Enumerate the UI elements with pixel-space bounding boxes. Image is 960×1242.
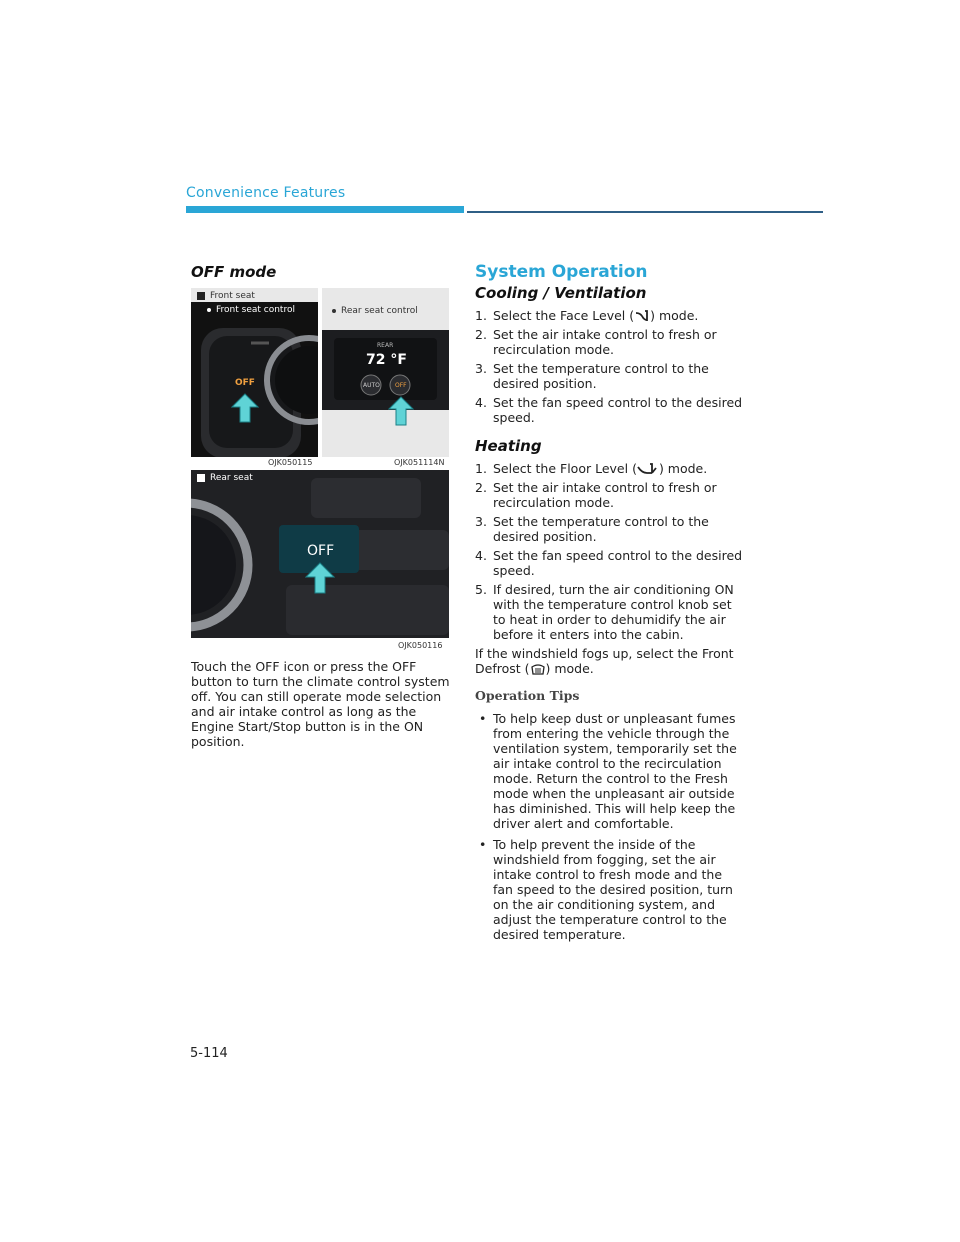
heating-steps <box>475 461 743 642</box>
figure-code-rear-control: OJK051114N <box>394 458 445 467</box>
list-item: 4. Set the fan speed control to the desired speed. <box>475 548 743 578</box>
cooling-steps <box>475 308 743 425</box>
heating-heading: Heating <box>475 437 542 455</box>
list-item: 1. Select the Floor Level ( ) mode. <box>475 461 708 476</box>
figure-code-front: OJK050115 <box>268 458 313 467</box>
system-operation-title: System Operation <box>475 262 648 282</box>
floor-level-icon <box>637 462 659 476</box>
front-seat-control-pill: Front seat control <box>216 305 295 315</box>
rear-auto-label: AUTO <box>363 382 380 389</box>
front-panel-illustration <box>191 288 318 457</box>
figure-code-rear: OJK050116 <box>398 641 443 650</box>
rear-seat-control-label: Rear seat control <box>341 306 418 316</box>
list-item: 2. Set the air intake control to fresh or recirculation mode. <box>475 327 717 357</box>
rear-display-label: REAR <box>377 342 394 349</box>
rear-off-button-label: OFF <box>307 543 335 559</box>
list-item: 1. Select the Face Level ( ) mode. <box>475 308 699 323</box>
list-item: • To help prevent the inside of the windshield from fogging, set the air intake control to fresh mode and the fan speed to the desired position, turn on the air conditioning system, and adjust the temperature control to the desired temperature. <box>479 837 733 942</box>
list-item: 3. Set the temperature control to the desired position. <box>475 361 709 391</box>
rear-off-label: OFF <box>395 382 407 389</box>
right-column <box>475 262 743 948</box>
figure-rear-seat-control <box>322 288 449 457</box>
arrow-up-icon <box>388 396 414 426</box>
list-item: 5. If desired, turn the air conditioning ON with the temperature control knob set to heat in order to dehumidify the air before it enters into the cabin. <box>475 582 734 642</box>
face-level-icon <box>634 309 650 323</box>
front-defrost-icon <box>530 662 546 676</box>
header-title: Convenience Features <box>186 185 346 201</box>
off-mode-heading: OFF mode <box>191 263 277 281</box>
defrost-note: If the windshield fogs up, select the Front Defrost ( ) mode. <box>475 646 734 676</box>
header-accent-bar <box>186 206 464 213</box>
list-item: 4. Set the fan speed control to the desired speed. <box>475 395 743 425</box>
off-mode-description: Touch the OFF icon or press the OFF button to turn the climate control system off. You can still operate mode selection and air intake control as long as the Engine Start/Stop button is in the ON position. <box>191 659 450 749</box>
operation-tips-list <box>475 711 743 942</box>
cooling-heading: Cooling / Ventilation <box>475 284 647 302</box>
list-item: • To help keep dust or unpleasant fumes from entering the vehicle through the ventilation system, temporarily set the air intake control to the recirculation mode. Return the control to the Fresh mode when the unpleasant air outside has diminished. This will help keep the driver alert and comfortable. <box>479 711 737 831</box>
figure-row-top <box>191 288 449 457</box>
rear-seat-label: Rear seat <box>210 473 253 483</box>
list-item: 2. Set the air intake control to fresh or recirculation mode. <box>475 480 717 510</box>
figure-rear-seat <box>191 470 449 638</box>
list-item: 3. Set the temperature control to the desired position. <box>475 514 709 544</box>
operation-tips-heading: Operation Tips <box>475 688 580 703</box>
figure-front-seat <box>191 288 318 457</box>
arrow-up-icon <box>305 562 335 594</box>
header-rule <box>467 211 823 213</box>
rear-temperature: 72 °F <box>366 352 407 368</box>
page-number: 5-114 <box>190 1046 228 1061</box>
front-seat-label: Front seat <box>210 291 255 301</box>
arrow-up-icon <box>231 393 259 423</box>
front-off-label: OFF <box>235 378 255 388</box>
